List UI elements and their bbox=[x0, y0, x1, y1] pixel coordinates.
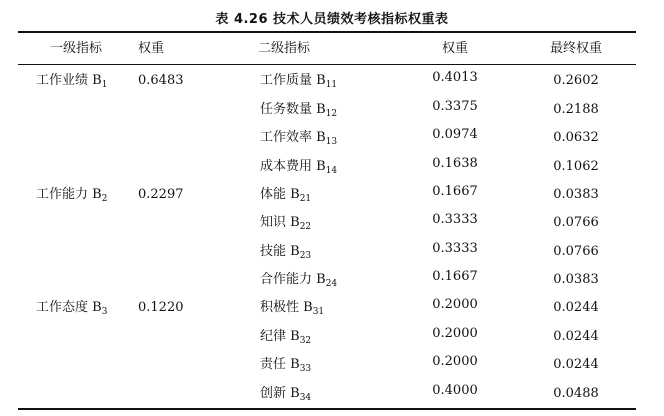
level2-indicator-subscript: 11 bbox=[325, 80, 338, 90]
level2-indicator bbox=[260, 130, 337, 146]
level2-indicator-subscript: 14 bbox=[325, 166, 338, 176]
level2-weight: 0.4013 bbox=[432, 70, 478, 85]
final-weight: 0.0244 bbox=[553, 329, 599, 344]
level2-indicator bbox=[260, 102, 337, 118]
level2-indicator-text: 知识 B bbox=[260, 215, 300, 230]
level2-indicator bbox=[260, 329, 311, 345]
level2-indicator bbox=[260, 73, 337, 89]
level1-indicator-text: 工作态度 B bbox=[36, 300, 102, 315]
level2-indicator bbox=[260, 187, 311, 203]
level2-indicator-text: 合作能力 B bbox=[260, 272, 326, 287]
level2-indicator-text: 工作效率 B bbox=[260, 130, 326, 145]
level2-indicator bbox=[260, 272, 337, 288]
level2-indicator-text: 任务数量 B bbox=[260, 102, 326, 117]
level1-indicator-subscript: 3 bbox=[101, 307, 108, 317]
final-weight: 0.1062 bbox=[553, 159, 599, 174]
table-caption: 表 4.26 技术人员绩效考核指标权重表 bbox=[215, 12, 449, 27]
level2-indicator bbox=[260, 357, 311, 373]
final-weight: 0.0632 bbox=[553, 130, 599, 145]
level2-indicator bbox=[260, 300, 324, 316]
level2-indicator-text: 成本费用 B bbox=[260, 159, 326, 174]
level1-weight: 0.6483 bbox=[138, 73, 184, 88]
level2-indicator-subscript: 23 bbox=[299, 251, 312, 261]
level2-indicator-subscript: 21 bbox=[299, 194, 312, 204]
table-top-rule bbox=[18, 31, 636, 33]
level1-indicator bbox=[36, 73, 107, 89]
header-weight2: 权重 bbox=[441, 41, 469, 56]
level1-indicator bbox=[36, 300, 107, 316]
table-header-rule bbox=[18, 64, 636, 65]
level2-indicator-text: 纪律 B bbox=[260, 329, 300, 344]
final-weight: 0.0244 bbox=[553, 300, 599, 315]
table-bottom-rule bbox=[18, 408, 636, 410]
level2-weight: 0.3375 bbox=[432, 99, 478, 114]
level1-indicator-text: 工作能力 B bbox=[36, 187, 102, 202]
level2-indicator-text: 体能 B bbox=[260, 187, 300, 202]
header-weight1: 权重 bbox=[138, 41, 165, 56]
level1-weight: 0.1220 bbox=[138, 300, 184, 315]
level2-indicator-subscript: 31 bbox=[312, 307, 325, 317]
level1-indicator-subscript: 1 bbox=[101, 80, 108, 90]
level2-weight: 0.1667 bbox=[432, 269, 478, 284]
level2-indicator bbox=[260, 244, 311, 260]
level2-indicator-text: 创新 B bbox=[260, 386, 300, 401]
level2-indicator-subscript: 33 bbox=[299, 364, 312, 374]
final-weight: 0.0244 bbox=[553, 357, 599, 372]
header-final-weight: 最终权重 bbox=[549, 41, 603, 56]
final-weight: 0.0766 bbox=[553, 244, 599, 259]
level1-indicator bbox=[36, 187, 107, 203]
level1-indicator-text: 工作业绩 B bbox=[36, 73, 102, 88]
final-weight: 0.2602 bbox=[553, 73, 599, 88]
level2-weight: 0.4000 bbox=[432, 383, 478, 398]
level1-weight: 0.2297 bbox=[138, 187, 184, 202]
level2-indicator-subscript: 12 bbox=[325, 109, 338, 119]
level2-weight: 0.1667 bbox=[432, 184, 478, 199]
level2-indicator-subscript: 24 bbox=[325, 279, 338, 289]
level2-indicator-text: 责任 B bbox=[260, 357, 300, 372]
level2-weight: 0.2000 bbox=[432, 326, 478, 341]
level2-weight: 0.1638 bbox=[432, 156, 478, 171]
level2-weight: 0.3333 bbox=[432, 212, 478, 227]
level2-indicator bbox=[260, 386, 311, 402]
level2-indicator-subscript: 34 bbox=[299, 393, 312, 403]
level2-indicator-text: 技能 B bbox=[260, 244, 300, 259]
final-weight: 0.2188 bbox=[553, 102, 599, 117]
level2-indicator bbox=[260, 159, 337, 175]
level2-weight: 0.0974 bbox=[432, 127, 478, 142]
final-weight: 0.0488 bbox=[553, 386, 599, 401]
level2-indicator bbox=[260, 215, 311, 231]
level2-indicator-subscript: 32 bbox=[299, 336, 312, 346]
level2-indicator-subscript: 22 bbox=[299, 222, 312, 232]
level2-indicator-text: 积极性 B bbox=[260, 300, 313, 315]
header-level2: 二级指标 bbox=[258, 41, 311, 56]
final-weight: 0.0383 bbox=[553, 187, 599, 202]
final-weight: 0.0766 bbox=[553, 215, 599, 230]
header-level1: 一级指标 bbox=[49, 41, 103, 56]
level2-weight: 0.2000 bbox=[432, 297, 478, 312]
level2-indicator-subscript: 13 bbox=[325, 137, 338, 147]
level2-weight: 0.2000 bbox=[432, 354, 478, 369]
level2-weight: 0.3333 bbox=[432, 241, 478, 256]
level1-indicator-subscript: 2 bbox=[101, 194, 108, 204]
level2-indicator-text: 工作质量 B bbox=[260, 73, 326, 88]
final-weight: 0.0383 bbox=[553, 272, 599, 287]
